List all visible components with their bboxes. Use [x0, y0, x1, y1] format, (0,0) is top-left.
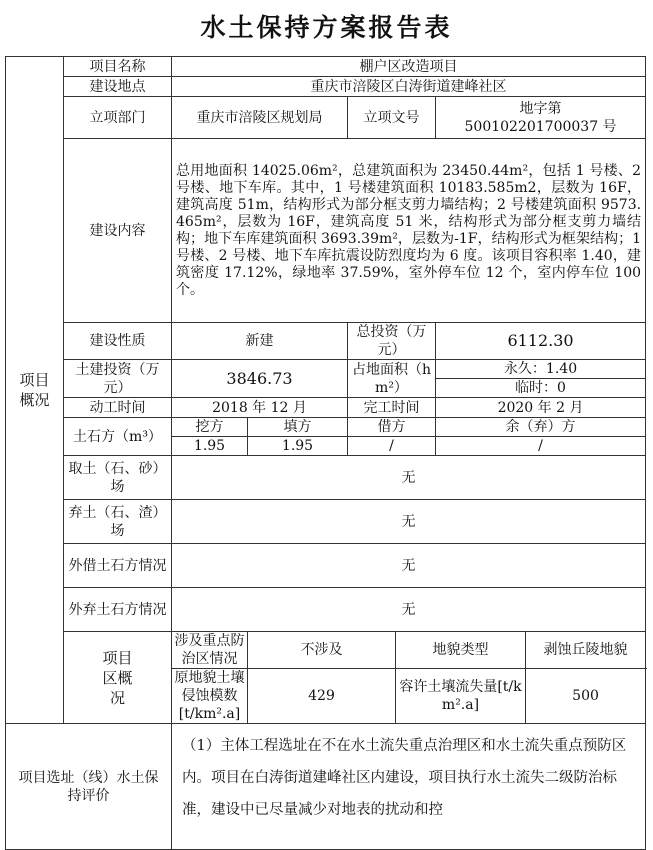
department: 重庆市涪陵区规划局: [172, 97, 348, 139]
allowable-value: 500: [526, 669, 646, 724]
borrow-label: 借方: [348, 418, 436, 437]
end-date: 2020 年 2 月: [436, 398, 646, 418]
ext-borrow-label: 外借土石方情况: [64, 544, 172, 588]
landform-label: 地貌类型: [396, 632, 526, 669]
fill-label: 填方: [248, 418, 348, 437]
evaluation-label: 项目选址（线）水土保持评价: [6, 724, 172, 850]
nature-label: 建设性质: [64, 323, 172, 360]
section-project-overview: 项目概况: [6, 57, 64, 724]
erosion-label: 原地貌土壤侵蚀模数[t/km².a]: [172, 669, 248, 724]
department-label: 立项部门: [64, 97, 172, 139]
ext-spoil-label: 外弃土石方情况: [64, 588, 172, 632]
key-zone-label: 涉及重点防治区情况: [172, 632, 248, 669]
spoil-site: 无: [172, 500, 646, 544]
start-date: 2018 年 12 月: [172, 398, 348, 418]
ext-borrow: 无: [172, 544, 646, 588]
land-area-label: 占地面积（hm²）: [348, 360, 436, 398]
nature: 新建: [172, 323, 348, 360]
page-title: 水土保持方案报告表: [200, 13, 453, 42]
end-label: 完工时间: [348, 398, 436, 418]
total-invest-label: 总投资（万元）: [348, 323, 436, 360]
permanent-area: 永久：1.40: [436, 360, 646, 379]
start-label: 动工时间: [64, 398, 172, 418]
cut-value: 1.95: [172, 437, 248, 456]
erosion-value: 429: [248, 669, 396, 724]
temporary-area: 临时：0: [436, 379, 646, 398]
borrow-value: /: [348, 437, 436, 456]
ext-spoil: 无: [172, 588, 646, 632]
evaluation-text: （1）主体工程选址在不在水土流失重点治理区和水土流失重点预防区内。项目在白涛街道建峰社区内建设，项目执行水土流失二级防治标准，建设中已尽量减少对地表的扰动和控: [172, 724, 646, 850]
key-zone: 不涉及: [248, 632, 396, 669]
spoil-value: /: [436, 437, 646, 456]
earthwork-label: 土石方（m³）: [64, 418, 172, 456]
doc-no-label: 立项文号: [348, 97, 436, 139]
landform: 剥蚀丘陵地貌: [526, 632, 646, 669]
project-name-label: 项目名称: [64, 57, 172, 77]
location: 重庆市涪陵区白涛街道建峰社区: [172, 77, 646, 97]
doc-no: 地字第 500102201700037 号: [436, 97, 646, 139]
section-area-overview: 项目区概况: [64, 632, 172, 724]
water-soil-plan-table: [5, 56, 646, 850]
construction-content: 总用地面积 14025.06m²，总建筑面积为 23450.44m²，包括 1 号楼、2 号楼、地下车库。其中，1 号楼建筑面积 10183.585m2，层数为 16F，建筑高度 51m，结构形式为部分框支剪力墙结构；2 号楼建筑面积 9573.465m²，层数为 16F，建筑高度 51 米，结构形式为部分框支剪力墙结构；地下车库建筑面积 3693.39m²，层数为-1F，结构形式为框架结构；1 号楼、2 号楼、地下车库抗震设防烈度均为 6 度。该项目容积率 1.40，建筑密度 17.12%，绿地率 37.59%，室外停车位 12 个，室内停车位 100 个。: [172, 139, 646, 323]
civil-invest: 3846.73: [172, 360, 348, 398]
content-label: 建设内容: [64, 139, 172, 323]
project-name: 棚户区改造项目: [172, 57, 646, 77]
borrow-site: 无: [172, 456, 646, 500]
spoil-site-label: 弃土（石、渣）场: [64, 500, 172, 544]
borrow-site-label: 取土（石、砂）场: [64, 456, 172, 500]
total-invest: 6112.30: [436, 323, 646, 360]
spoil-label: 余（弃）方: [436, 418, 646, 437]
allowable-label: 容许土壤流失量[t/km².a]: [396, 669, 526, 724]
cut-label: 挖方: [172, 418, 248, 437]
location-label: 建设地点: [64, 77, 172, 97]
fill-value: 1.95: [248, 437, 348, 456]
civil-invest-label: 土建投资（万元）: [64, 360, 172, 398]
